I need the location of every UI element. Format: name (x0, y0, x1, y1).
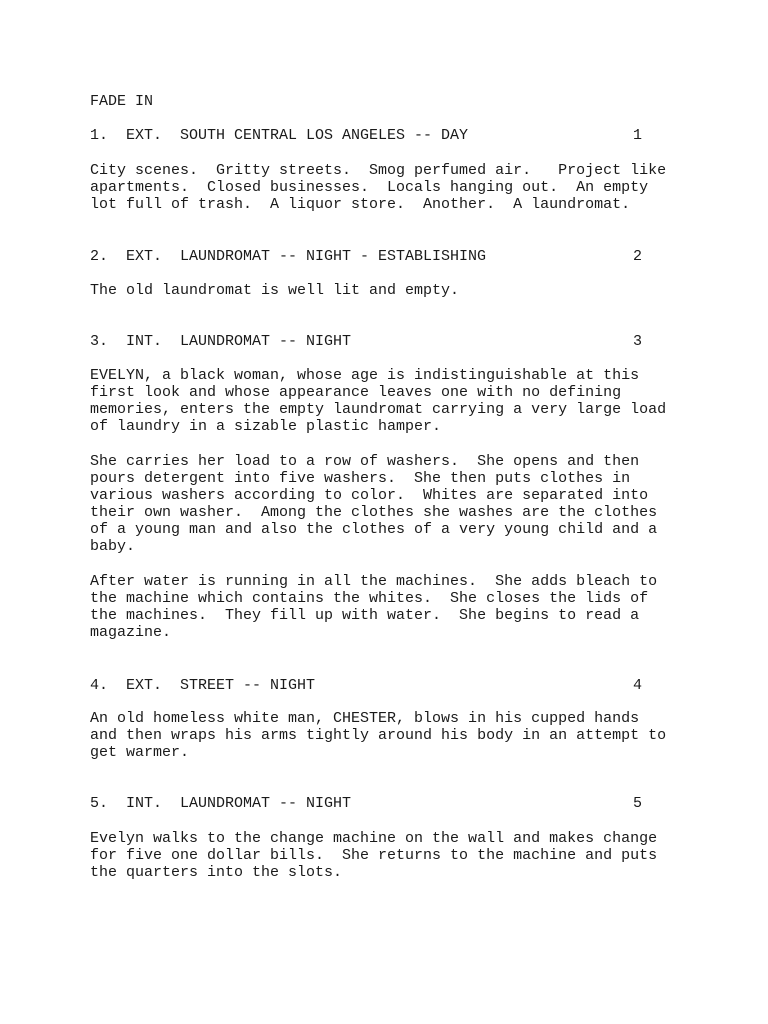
action-paragraph: An old homeless white man, CHESTER, blows in his cupped hands and then wraps his arms tightly around his body in an attempt to get warmer. (90, 710, 667, 761)
action-paragraph: EVELYN, a black woman, whose age is indistinguishable at this first look and whose appearance leaves one with no defining memories, enters the empty laundromat carrying a very large load of laundry in a sizable plastic hamper. (90, 367, 667, 435)
scene-heading-4 (90, 677, 650, 694)
scene-slugline: EXT. STREET -- NIGHT (126, 677, 316, 694)
scene-number-right: 2 (633, 248, 643, 265)
scene-slugline: INT. LAUNDROMAT -- NIGHT (126, 795, 352, 812)
action-paragraph: Evelyn walks to the change machine on the wall and makes change for five one dollar bills. She returns to the machine and puts the quarters into the slots. (90, 830, 658, 881)
scene-number-left: 5. (90, 795, 109, 812)
scene-slugline: EXT. LAUNDROMAT -- NIGHT - ESTABLISHING (126, 248, 487, 265)
scene-slugline: INT. LAUNDROMAT -- NIGHT (126, 333, 352, 350)
scene-number-right: 5 (633, 795, 643, 812)
scene-heading-1 (90, 127, 650, 144)
transition-fade-in: FADE IN (90, 93, 154, 110)
scene-number-left: 3. (90, 333, 109, 350)
scene-heading-2 (90, 248, 650, 265)
scene-number-right: 3 (633, 333, 643, 350)
action-paragraph: City scenes. Gritty streets. Smog perfumed air. Project like apartments. Closed businesses. Locals hanging out. An empty lot full of trash. A liquor store. Another. A laundromat. (90, 162, 667, 213)
scene-number-left: 2. (90, 248, 109, 265)
scene-number-left: 4. (90, 677, 109, 694)
scene-number-right: 1 (633, 127, 643, 144)
scene-heading-5 (90, 795, 650, 812)
action-paragraph: After water is running in all the machines. She adds bleach to the machine which contains the whites. She closes the lids of the machines. They fill up with water. She begins to read a magazine. (90, 573, 658, 641)
scene-number-right: 4 (633, 677, 643, 694)
scene-heading-3 (90, 333, 650, 350)
action-paragraph: The old laundromat is well lit and empty. (90, 282, 460, 299)
action-paragraph: She carries her load to a row of washers. She opens and then pours detergent into five washers. She then puts clothes in various washers according to color. Whites are separated into their own washer. Among the clothes she washes are the clothes of a young man and also the clothes of a very young child and a baby. (90, 453, 658, 555)
scene-slugline: EXT. SOUTH CENTRAL LOS ANGELES -- DAY (126, 127, 469, 144)
scene-number-left: 1. (90, 127, 109, 144)
